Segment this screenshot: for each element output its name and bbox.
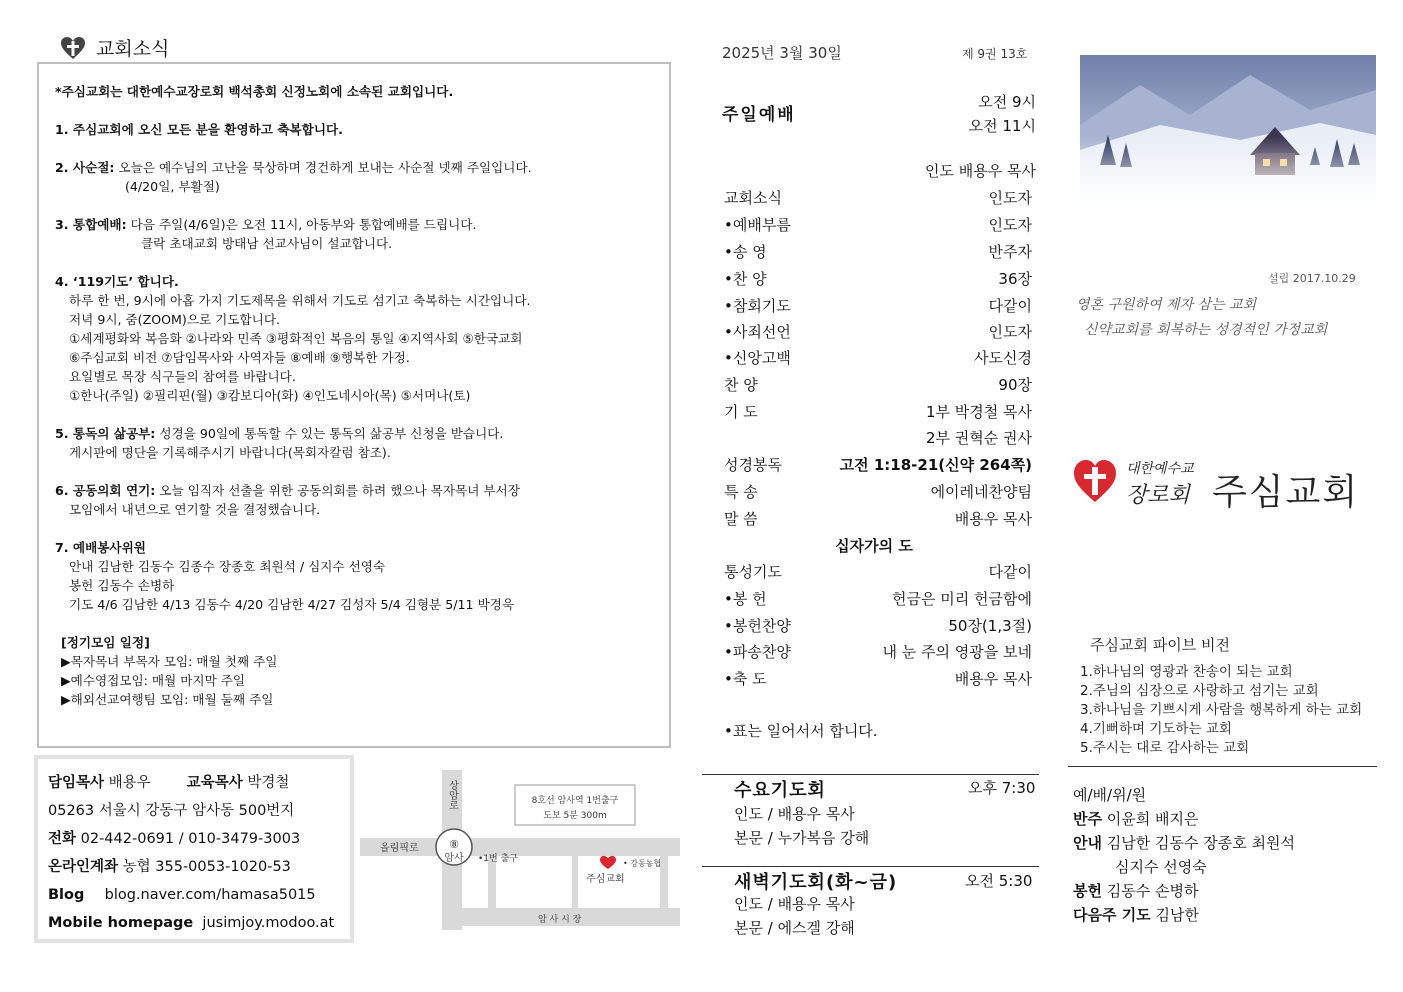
news-item-7-line: 기도 4/6 김남한 4/13 김동수 4/20 김남한 4/27 김성자 5/4 김형분 5/11 박경욱 bbox=[69, 597, 515, 612]
map-note-1: 8호선 암사역 1번출구 bbox=[531, 796, 619, 806]
news-item-7-line: 안내 김남한 김동수 김종수 장종호 최원석 / 심지수 선영숙 bbox=[69, 559, 386, 574]
blog-label: Blog bbox=[48, 887, 85, 903]
map-note-2: 도보 5분 300m bbox=[543, 811, 607, 821]
road-olympic: 올림픽로 bbox=[380, 843, 419, 854]
meeting-line: ▶예수영접모임: 매월 마지막 주일 bbox=[61, 673, 246, 688]
order-row bbox=[716, 668, 1032, 692]
news-item-4-line: 요일별로 목장 식구들의 참여를 바랍니다. bbox=[69, 369, 296, 384]
news-item-4-line: ⑥주심교회 비전 ⑦담임목사와 사역자들 ⑧예배 ⑨행복한 가정. bbox=[69, 350, 410, 365]
contact-address: 05263 서울시 강동구 암사동 500번지 bbox=[48, 803, 295, 819]
news-item-3-text: 다음 주일(4/6일)은 오전 11시, 아동부와 통합예배를 드립니다. bbox=[130, 217, 477, 232]
vision-item: 3.하나님을 기쁘시게 사람을 행복하게 하는 교회 bbox=[1080, 702, 1363, 718]
order-row bbox=[716, 268, 1032, 292]
staff-next-label: 다음주 기도 bbox=[1073, 906, 1151, 924]
staff-offer-names: 김동수 손병하 bbox=[1106, 882, 1199, 900]
contact-pastors bbox=[48, 769, 350, 797]
news-item-5-cont: 게시판에 명단을 기록해주시기 바랍니다(목회자칼럼 참조). bbox=[69, 445, 391, 460]
standing-note: •표는 일어서서 합니다. bbox=[724, 722, 878, 740]
vision-item: 5.주시는 대로 감사하는 교회 bbox=[1080, 740, 1250, 756]
order-row bbox=[716, 561, 1032, 585]
news-item-4-title: 4. ‘119기도’ 합니다. bbox=[55, 274, 179, 289]
news-item-2 bbox=[55, 158, 655, 177]
order-row-value: 사도신경 bbox=[974, 349, 1032, 367]
station-number: ⑧ bbox=[449, 838, 459, 851]
order-row-label: 말 씀 bbox=[724, 510, 758, 528]
bulletin-issue: 제 9권 13호 bbox=[962, 47, 1028, 61]
news-item-4-line: ①한나(주일) ②필리핀(월) ③캄보디아(화) ④인도네시아(목) ⑤서머나(토) bbox=[69, 388, 471, 403]
staff-band-label: 반주 bbox=[1073, 810, 1102, 828]
bulletin-date: 2025년 3월 30일 bbox=[722, 44, 842, 62]
order-row-value: 1부 박경철 목사 bbox=[925, 403, 1032, 421]
staff-guide-2: 심지수 선영숙 bbox=[1115, 858, 1207, 876]
dawn-text: 본문 / 에스겔 강해 bbox=[734, 919, 855, 937]
wednesday-leader: 인도 / 배용우 목사 bbox=[734, 805, 855, 823]
news-item-3-cont: 클락 초대교회 방태남 선교사님이 설교합니다. bbox=[141, 236, 393, 251]
staff-title: 예/배/위/원 bbox=[1073, 786, 1147, 804]
order-row-value: 36장 bbox=[998, 270, 1032, 288]
order-row-value: 헌금은 미리 헌금함에 bbox=[892, 590, 1032, 608]
location-map bbox=[360, 770, 680, 940]
staff-offer bbox=[1073, 879, 1295, 903]
order-row-label: •참회기도 bbox=[724, 297, 791, 315]
wednesday-time: 오후 7:30 bbox=[968, 779, 1036, 797]
order-row-value: 90장 bbox=[998, 376, 1032, 394]
wednesday-title: 수요기도회 bbox=[734, 780, 826, 801]
church-marker-icon bbox=[600, 856, 616, 869]
order-row-label: 성경봉독 bbox=[724, 456, 782, 474]
scripture-reference: 고전 1:18-21(신약 264쪽) bbox=[839, 456, 1032, 474]
staff-band-names: 이윤희 배지은 bbox=[1106, 810, 1199, 828]
order-row-value: 에이레네찬양팀 bbox=[930, 483, 1032, 501]
news-item-5-text: 성경을 90일에 통독할 수 있는 통독의 삶공부 신청을 받습니다. bbox=[159, 426, 504, 441]
staff-guide-label: 안내 bbox=[1073, 834, 1102, 852]
news-item-2-title: 2. 사순절: bbox=[55, 160, 115, 175]
church-motto bbox=[1076, 293, 1327, 343]
news-item-6-cont: 모임에서 내년으로 연기할 것을 결정했습니다. bbox=[69, 502, 321, 517]
blog-link[interactable]: blog.naver.com/hamasa5015 bbox=[104, 887, 316, 903]
order-row-label: •예배부름 bbox=[724, 216, 791, 234]
phone-value[interactable]: 02-442-0691 / 010-3479-3003 bbox=[80, 831, 301, 847]
order-row-label: 통성기도 bbox=[724, 563, 782, 581]
church-logo-heart-icon bbox=[1072, 458, 1118, 504]
wednesday-text: 본문 / 누가복음 강해 bbox=[734, 829, 870, 847]
motto-line-2: 신약교회를 회복하는 성경적인 가정교회 bbox=[1084, 322, 1328, 338]
dawn-leader: 인도 / 배용우 목사 bbox=[734, 895, 855, 913]
order-row-label: 기 도 bbox=[724, 403, 758, 421]
map-bank-label: • 강동농협 bbox=[623, 859, 662, 868]
contact-account bbox=[48, 853, 350, 881]
order-row bbox=[716, 321, 1032, 345]
order-row-value: 2부 권혁순 권사 bbox=[925, 429, 1032, 447]
order-row-label: •사죄선언 bbox=[724, 323, 791, 341]
vision-item: 2.주님의 심장으로 사랑하고 섬기는 교회 bbox=[1080, 683, 1319, 699]
mobile-link[interactable]: jusimjoy.modoo.at bbox=[202, 915, 335, 931]
order-row bbox=[716, 214, 1032, 238]
contact-box bbox=[34, 755, 354, 943]
order-row-value: 50장(1,3절) bbox=[948, 617, 1032, 635]
news-item-4-line: 하루 한 번, 9시에 아홉 가지 기도제목을 위해서 기도로 섬기고 축복하는 시간입니다. bbox=[69, 293, 531, 308]
order-row-value: 인도자 bbox=[988, 189, 1032, 207]
news-box bbox=[37, 62, 671, 748]
service-time-2: 오전 11시 bbox=[968, 117, 1036, 135]
news-item-5 bbox=[55, 424, 655, 443]
order-row-label: •파송찬양 bbox=[724, 643, 791, 661]
news-heading bbox=[60, 34, 169, 61]
news-item-4-line: 저녁 9시, 줌(ZOOM)으로 기도합니다. bbox=[69, 312, 280, 327]
order-row-value: 인도자 bbox=[988, 216, 1032, 234]
dawn-time: 오전 5:30 bbox=[965, 872, 1033, 890]
order-row-value: 다같이 bbox=[988, 563, 1032, 581]
service-leader: 인도 배용우 목사 bbox=[925, 162, 1036, 180]
motto-line-1: 영혼 구원하여 제자 삼는 교회 bbox=[1076, 297, 1257, 313]
order-row bbox=[716, 401, 1032, 425]
staff-next-name: 김남한 bbox=[1155, 906, 1199, 924]
order-row-value: 배용우 목사 bbox=[954, 510, 1032, 528]
staff-band bbox=[1073, 807, 1295, 831]
news-item-6-text: 오늘 임직자 선출을 위한 공동의회를 하려 했으나 목자목녀 부서장 bbox=[159, 483, 520, 498]
news-item-2-cont: (4/20일, 부활절) bbox=[125, 179, 220, 194]
order-row bbox=[716, 588, 1032, 612]
order-row bbox=[716, 641, 1032, 665]
order-row bbox=[716, 427, 1032, 451]
phone-label: 전화 bbox=[48, 831, 77, 847]
worship-staff bbox=[1073, 783, 1295, 927]
pastor-label: 담임목사 bbox=[48, 775, 105, 791]
service-time-1: 오전 9시 bbox=[978, 93, 1036, 111]
order-row bbox=[716, 481, 1032, 505]
founded-date: 설립 2017.10.29 bbox=[1268, 272, 1356, 285]
order-row bbox=[716, 347, 1032, 371]
order-row-label: •봉헌찬양 bbox=[724, 617, 791, 635]
edu-pastor-label: 교육목사 bbox=[186, 775, 243, 791]
news-item-1: 1. 주심교회에 오신 모든 분을 환영하고 축복합니다. bbox=[55, 122, 343, 137]
order-row bbox=[716, 241, 1032, 265]
meeting-line: ▶목자목녀 부목자 모임: 매월 첫째 주일 bbox=[61, 654, 278, 669]
order-row-label: •축 도 bbox=[724, 670, 767, 688]
news-intro: *주심교회는 대한예수교장로회 백석총회 신정노회에 소속된 교회입니다. bbox=[55, 84, 454, 99]
order-row-label: 특 송 bbox=[724, 483, 758, 501]
news-item-2-text: 오늘은 예수님의 고난을 묵상하며 경건하게 보내는 사순절 넷째 주일입니다. bbox=[118, 160, 532, 175]
vision-item: 4.기뻐하며 기도하는 교회 bbox=[1080, 721, 1232, 737]
order-row-value: 다같이 bbox=[988, 297, 1032, 315]
contact-blog bbox=[48, 881, 350, 909]
news-item-6-title: 6. 공동의회 연기: bbox=[55, 483, 156, 498]
contact-mobile bbox=[48, 909, 350, 937]
order-row bbox=[716, 454, 1032, 478]
order-row-value: 배용우 목사 bbox=[954, 670, 1032, 688]
heart-cross-icon bbox=[60, 36, 86, 60]
contact-phone bbox=[48, 825, 350, 853]
news-item-3 bbox=[55, 215, 655, 234]
news-item-6 bbox=[55, 481, 655, 500]
order-row-label: 교회소식 bbox=[724, 189, 782, 207]
station-name: 암사 bbox=[444, 853, 464, 864]
order-row bbox=[716, 615, 1032, 639]
logo-denomination: 대한예수교 bbox=[1126, 461, 1194, 477]
order-row-value: 내 눈 주의 영광을 보네 bbox=[882, 643, 1032, 661]
sermon-title-row bbox=[716, 535, 1032, 559]
news-heading-text: 교회소식 bbox=[96, 38, 170, 60]
map-market-label: 암 사 시 장 bbox=[538, 915, 582, 925]
church-logo bbox=[1072, 456, 1362, 516]
news-item-3-title: 3. 통합예배: bbox=[55, 217, 127, 232]
news-item-7-title: 7. 예배봉사위원 bbox=[55, 540, 146, 555]
vision-title: 주심교회 파이브 비전 bbox=[1090, 636, 1230, 654]
meeting-title: [정기모임 일정] bbox=[61, 635, 150, 650]
logo-church-name: 주심교회 bbox=[1212, 472, 1360, 513]
divider bbox=[1068, 766, 1377, 767]
divider bbox=[702, 866, 1039, 867]
order-row-label: •봉 헌 bbox=[724, 590, 767, 608]
account-label: 온라인계좌 bbox=[48, 859, 119, 875]
order-row-label: 찬 양 bbox=[724, 376, 758, 394]
exit-label: •1번 출구 bbox=[478, 854, 518, 864]
news-item-5-title: 5. 통독의 삶공부: bbox=[55, 426, 156, 441]
logo-presbyterian: 장로회 bbox=[1126, 483, 1190, 508]
map-church-label: 주심교회 bbox=[586, 874, 625, 885]
meeting-line: ▶해외선교여행팀 모임: 매월 둘째 주일 bbox=[61, 692, 274, 707]
dawn-title: 새벽기도회(화~금) bbox=[734, 872, 898, 893]
service-title: 주일예배 bbox=[722, 105, 796, 125]
pastor-name: 배용우 bbox=[108, 775, 151, 791]
staff-guide bbox=[1073, 831, 1295, 855]
divider bbox=[702, 774, 1039, 775]
order-row-label: •찬 양 bbox=[724, 270, 767, 288]
order-row-label: •송 영 bbox=[724, 243, 767, 261]
five-vision bbox=[1080, 636, 1362, 758]
order-row bbox=[716, 187, 1032, 211]
staff-guide-names: 김남한 김동수 장종호 최원석 bbox=[1106, 834, 1295, 852]
vision-item: 1.하나님의 영광과 찬송이 되는 교회 bbox=[1080, 664, 1293, 680]
order-row-label: •신앙고백 bbox=[724, 349, 791, 367]
order-row bbox=[716, 508, 1032, 532]
service-times bbox=[969, 90, 1036, 138]
account-value: 농협 355-0053-1020-53 bbox=[122, 859, 291, 875]
order-row-value: 반주자 bbox=[988, 243, 1032, 261]
news-item-4-line: ①세계평화와 복음화 ②나라와 민족 ③평화적인 복음의 통일 ④지역사회 ⑤한국교회 bbox=[69, 331, 523, 346]
staff-offer-label: 봉헌 bbox=[1073, 882, 1102, 900]
winter-landscape-image bbox=[1080, 55, 1376, 203]
order-row bbox=[716, 295, 1032, 319]
order-row bbox=[716, 374, 1032, 398]
news-item-7-line: 봉헌 김동수 손병하 bbox=[69, 578, 175, 593]
mobile-label: Mobile homepage bbox=[48, 915, 194, 931]
sermon-title: 십자가의 도 bbox=[835, 537, 913, 555]
road-sangam: 상암로 bbox=[446, 780, 458, 810]
order-row-value: 인도자 bbox=[988, 323, 1032, 341]
staff-next bbox=[1073, 903, 1295, 927]
edu-pastor-name: 박경철 bbox=[247, 775, 290, 791]
